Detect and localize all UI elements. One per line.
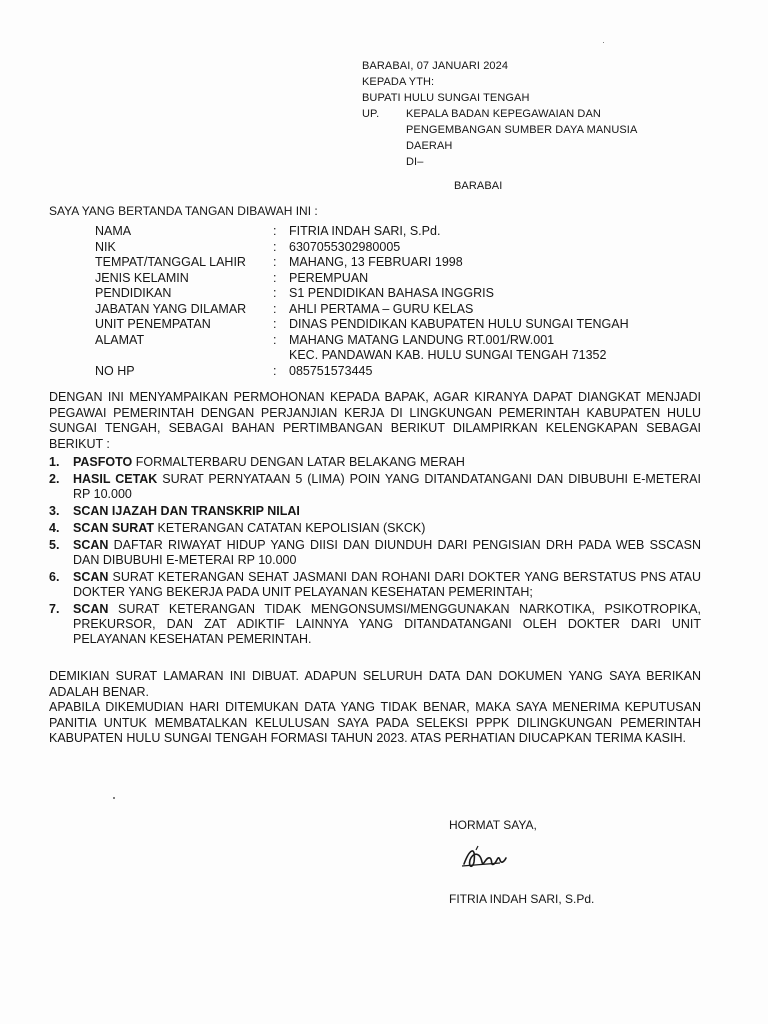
identity-sep: : xyxy=(273,224,277,238)
list-item-text: FORMALTERBARU DENGAN LATAR BELAKANG MERAH xyxy=(132,455,465,469)
list-item xyxy=(49,521,701,536)
identity-label: NIK xyxy=(95,239,116,254)
list-item-bold: PASFOTO xyxy=(73,455,133,469)
identity-value: S1 PENDIDIKAN BAHASA INGGRIS xyxy=(289,286,494,300)
attachment-list xyxy=(49,455,701,649)
identity-row xyxy=(95,255,629,271)
list-item-bold: SCAN SURAT xyxy=(73,521,155,535)
list-item-text: SURAT KETERANGAN TIDAK MENGONSUMSI/MENGGUNAKAN NARKOTIKA, PSIKOTROPIKA, PREKURSOR, DAN ZAT ADIKTIF LAINNYA YANG DITANDATANGANI OLEH DOKTER DARI UNIT PELAYANAN KESEHATAN PEMERINTAH. xyxy=(73,602,701,646)
identity-label: PENDIDIKAN xyxy=(95,286,172,300)
list-item-bold: SCAN xyxy=(73,570,109,584)
identity-table xyxy=(95,224,629,379)
identity-sep: : xyxy=(273,301,277,316)
list-item-text: SURAT PERNYATAAN 5 (LIMA) POIN YANG DITANDATANGANI DAN DIBUBUHI E-METERAI RP 10.000 xyxy=(73,472,701,501)
up-line xyxy=(362,106,637,122)
addressee-label: KEPADA YTH: xyxy=(362,76,435,88)
identity-label xyxy=(95,348,273,364)
identity-sep xyxy=(273,348,289,364)
identity-row xyxy=(95,333,629,349)
list-item-bold: SCAN IJAZAH DAN TRANSKRIP NILAI xyxy=(73,504,300,518)
list-item xyxy=(49,538,701,568)
closing-section xyxy=(49,669,701,747)
identity-value: 085751573445 xyxy=(289,363,373,378)
identity-label: ALAMAT xyxy=(95,332,145,347)
list-number: 7. xyxy=(49,602,60,616)
identity-sep: : xyxy=(273,317,277,331)
identity-label: NAMA xyxy=(95,224,132,238)
list-number: 1. xyxy=(49,455,60,469)
place-date: BARABAI, 07 JANUARI 2024 xyxy=(362,60,509,72)
signoff: HORMAT SAYA, xyxy=(449,818,537,832)
signer-name: FITRIA INDAH SARI, S.Pd. xyxy=(449,892,595,906)
identity-label: JABATAN YANG DILAMAR xyxy=(95,301,247,316)
identity-value: KEC. PANDAWAN KAB. HULU SUNGAI TENGAH 71352 xyxy=(289,348,607,362)
intro-text: SAYA YANG BERTANDA TANGAN DIBAWAH INI : xyxy=(49,204,318,218)
list-item-bold: HASIL CETAK xyxy=(73,472,158,486)
list-number: 4. xyxy=(49,521,60,535)
identity-value: PEREMPUAN xyxy=(289,270,369,285)
identity-sep: : xyxy=(273,286,277,300)
list-number: 5. xyxy=(49,538,60,552)
identity-value: AHLI PERTAMA – GURU KELAS xyxy=(289,301,474,316)
list-item-text: DAFTAR RIWAYAT HIDUP YANG DIISI DAN DIUNDUH DARI PENGISIAN DRH PADA WEB SSCASN DAN DIBUBUHI E-METERAI RP 10.000 xyxy=(73,538,701,567)
list-item xyxy=(49,504,701,519)
identity-value: 6307055302980005 xyxy=(289,239,401,254)
identity-sep: : xyxy=(273,255,277,269)
up-line-4: DI– xyxy=(406,156,424,168)
list-item xyxy=(49,570,701,600)
identity-value: DINAS PENDIDIKAN KABUPATEN HULU SUNGAI TENGAH xyxy=(289,317,629,331)
list-item xyxy=(49,602,701,647)
list-number: 3. xyxy=(49,504,60,518)
identity-row xyxy=(95,317,629,333)
list-item-text: KETERANGAN CATATAN KEPOLISIAN (SKCK) xyxy=(154,521,426,535)
identity-sep: : xyxy=(273,270,277,285)
up-line-2: PENGEMBANGAN SUMBER DAYA MANUSIA xyxy=(406,124,638,136)
closing-paragraph-1: DEMIKIAN SURAT LAMARAN INI DIBUAT. ADAPUN SELURUH DATA DAN DOKUMEN YANG SAYA BERIKAN ADALAH BENAR. xyxy=(49,669,701,699)
identity-row xyxy=(95,286,629,302)
scan-speck xyxy=(113,797,115,799)
list-number: 2. xyxy=(49,472,60,486)
identity-row xyxy=(95,364,629,380)
request-paragraph: DENGAN INI MENYAMPAIKAN PERMOHONAN KEPADA BAPAK, AGAR KIRANYA DAPAT DIANGKAT MENJADI PEGAWAI PEMERINTAH DENGAN PERJANJIAN KERJA DI LINGKUNGAN PEMERINTAH KABUPATEN HULU SUNGAI TENGAH, SEBAGAI BAHAN PERTIMBANGAN BERIKUT DILAMPIRKAN KELENGKAPAN SEBAGAI BERIKUT : xyxy=(49,390,701,451)
list-item xyxy=(49,472,701,502)
identity-row xyxy=(95,302,629,318)
identity-label: JENIS KELAMIN xyxy=(95,270,189,285)
closing-paragraph-2: APABILA DIKEMUDIAN HARI DITEMUKAN DATA YANG TIDAK BENAR, MAKA SAYA MENERIMA KEPUTUSAN PANITIA UNTUK MEMBATALKAN KELULUSAN SAYA PADA SELEKSI PPPK DILINGKUNGAN PEMERINTAH KABUPATEN HULU SUNGAI TENGAH FORMASI TAHUN 2023. ATAS PERHATIAN DIUCAPKAN TERIMA KASIH. xyxy=(49,700,701,745)
up-line-3: DAERAH xyxy=(406,140,453,152)
identity-row xyxy=(95,271,629,287)
list-item xyxy=(49,455,701,470)
identity-label: NO HP xyxy=(95,363,135,378)
identity-value: FITRIA INDAH SARI, S.Pd. xyxy=(289,224,441,238)
identity-row xyxy=(95,240,629,256)
identity-label: TEMPAT/TANGGAL LAHIR xyxy=(95,255,246,269)
signature-icon xyxy=(460,842,512,876)
list-number: 6. xyxy=(49,570,60,584)
recipient: BUPATI HULU SUNGAI TENGAH xyxy=(362,92,530,104)
list-item-text: SURAT KETERANGAN SEHAT JASMANI DAN ROHANI DARI DOKTER YANG BERSTATUS PNS ATAU DOKTER YANG BEKERJA PADA UNIT PELAYANAN KESEHATAN PEMERINTAH; xyxy=(73,570,701,599)
identity-sep: : xyxy=(273,363,277,378)
identity-row xyxy=(95,348,629,364)
list-item-bold: SCAN xyxy=(73,602,109,616)
letter-header xyxy=(362,58,637,194)
up-label: UP. xyxy=(362,108,380,120)
identity-sep: : xyxy=(273,332,277,347)
identity-value: MAHANG MATANG LANDUNG RT.001/RW.001 xyxy=(289,332,555,347)
city: BARABAI xyxy=(454,180,503,192)
identity-value: MAHANG, 13 FEBRUARI 1998 xyxy=(289,255,463,269)
identity-sep: : xyxy=(273,239,277,254)
identity-label: UNIT PENEMPATAN xyxy=(95,317,211,331)
identity-row xyxy=(95,224,629,240)
scan-speck xyxy=(603,42,604,43)
list-item-bold: SCAN xyxy=(73,538,109,552)
up-line-1: KEPALA BADAN KEPEGAWAIAN DAN xyxy=(406,108,601,120)
